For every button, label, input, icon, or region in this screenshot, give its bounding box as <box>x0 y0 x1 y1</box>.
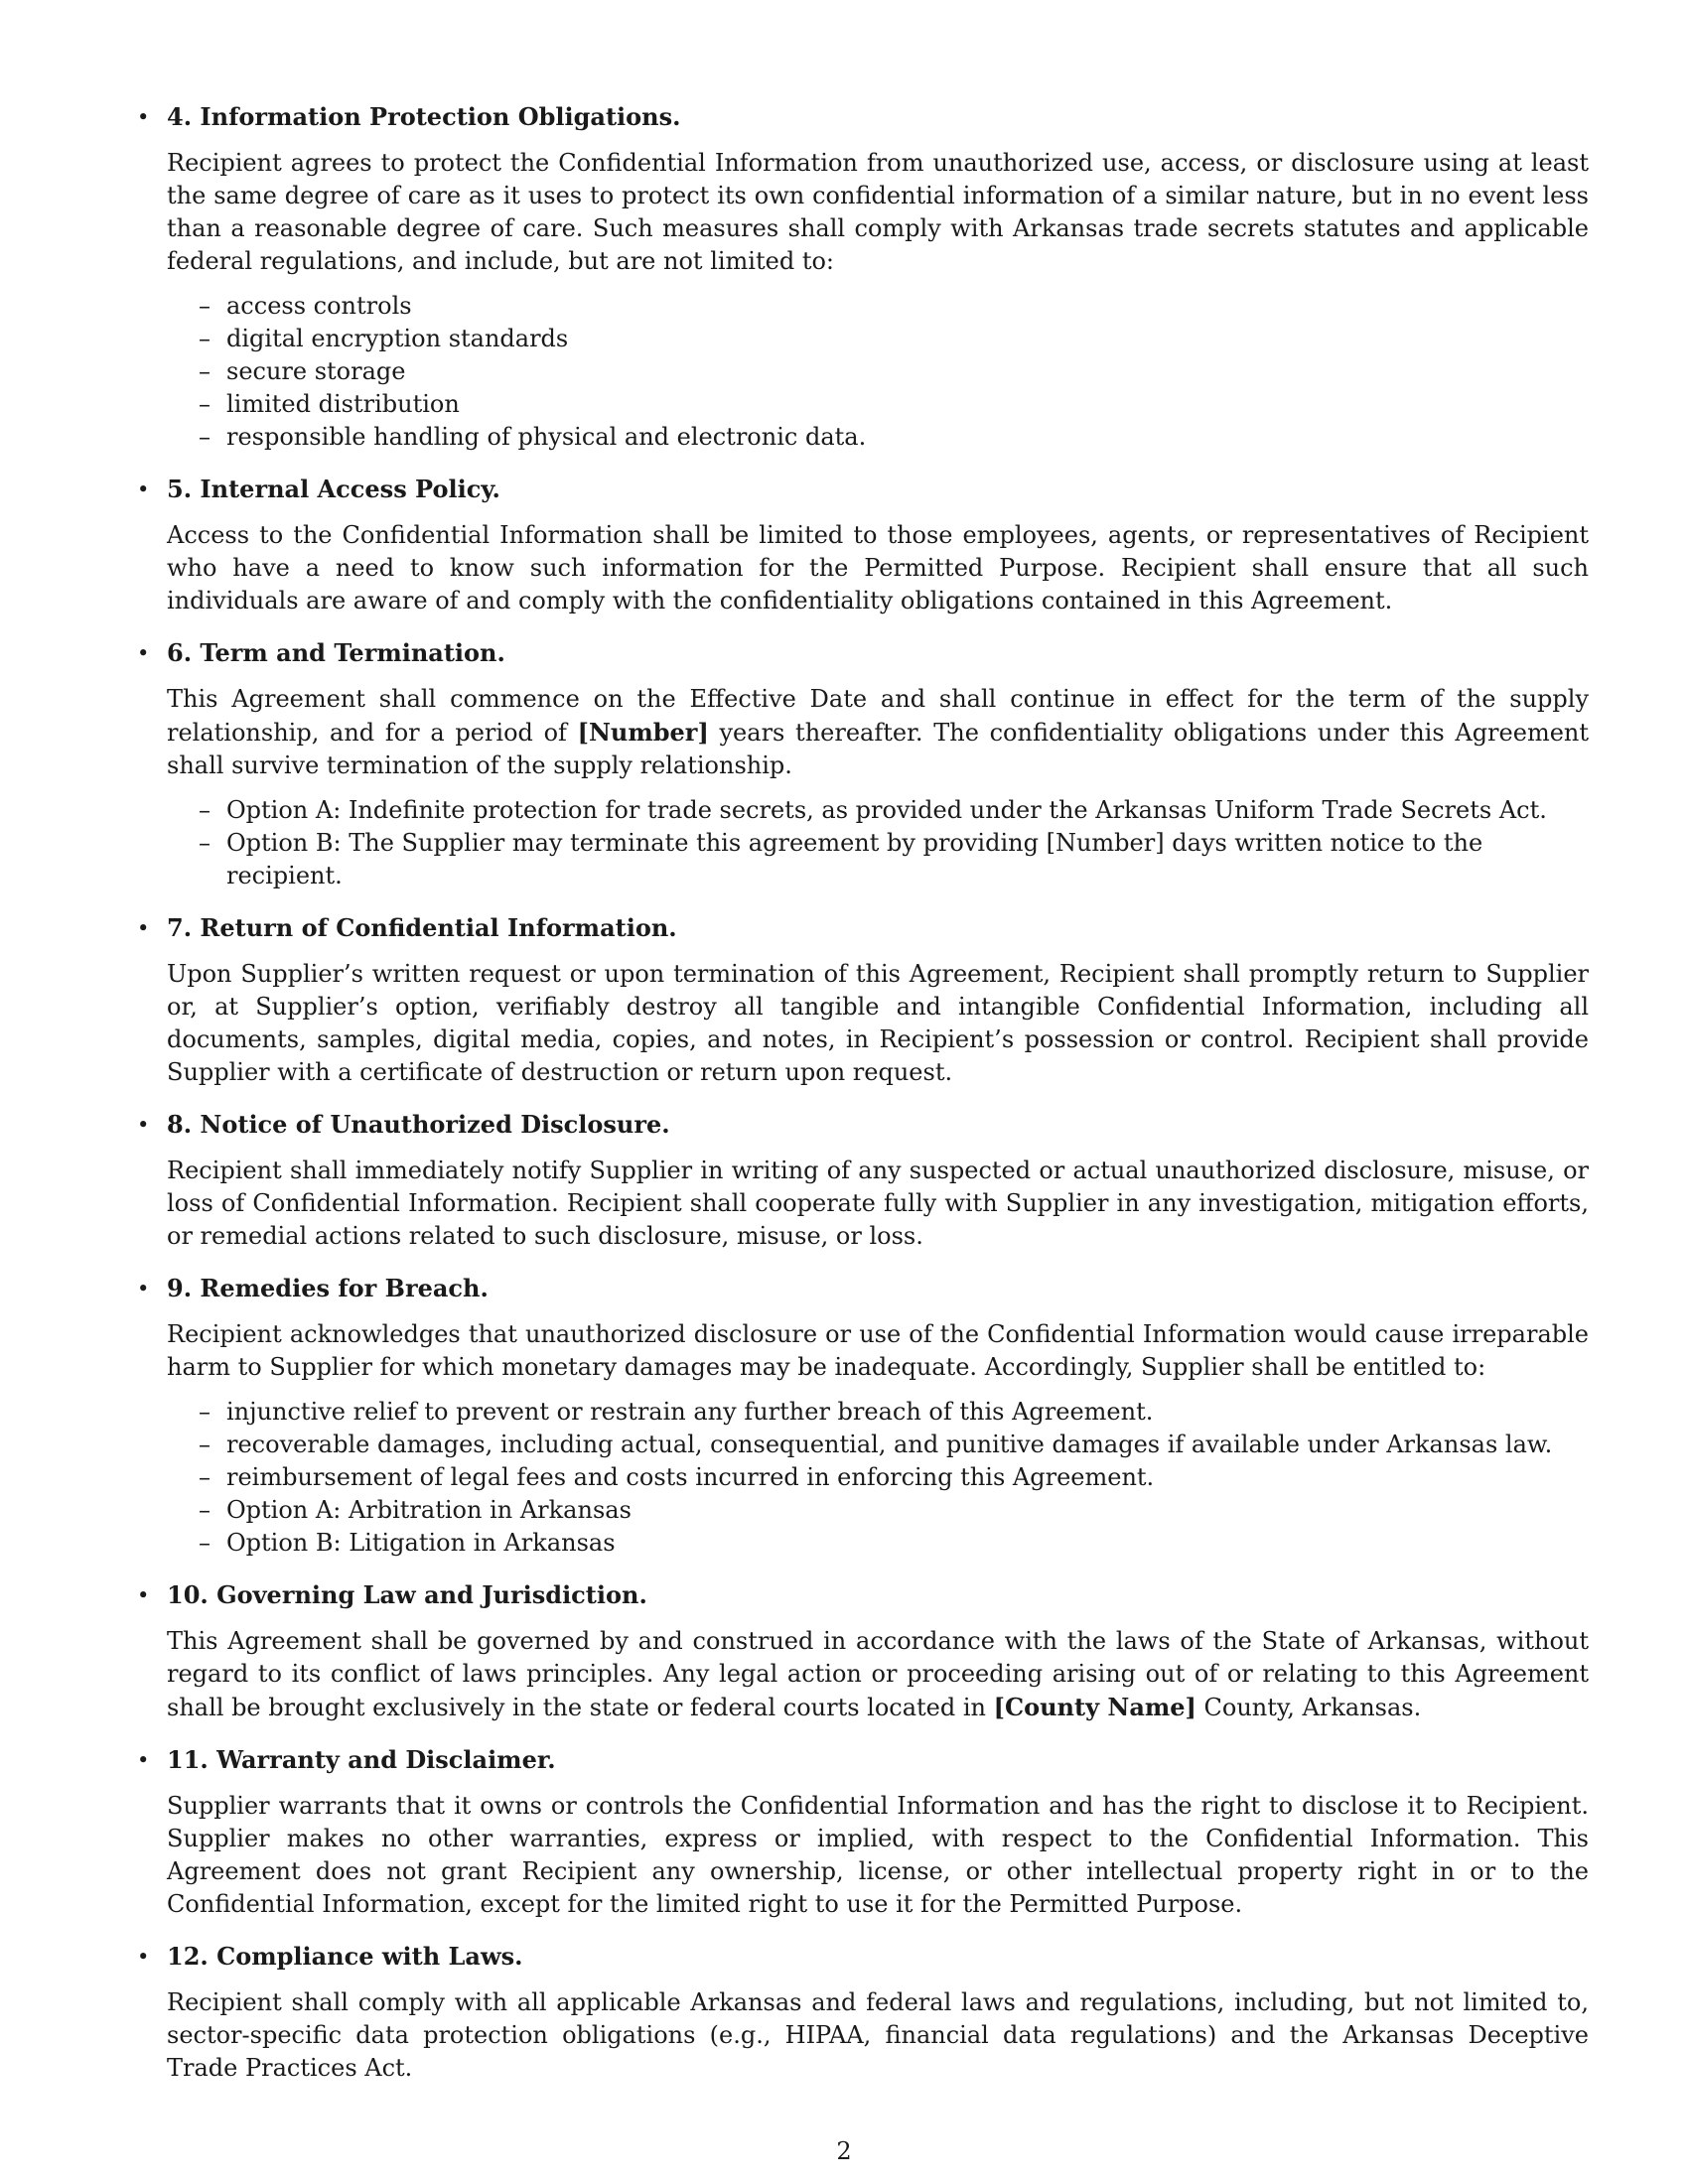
section-heading: 12. Compliance with Laws. <box>167 1942 523 1971</box>
bullet-marker: • <box>137 1277 150 1300</box>
bullet-marker: • <box>137 1583 150 1607</box>
section-item <box>129 1575 1589 1724</box>
list-item: – Option A: Arbitration in Arkansas <box>199 1494 1589 1527</box>
bullet-marker: • <box>137 105 150 129</box>
bullet-marker: • <box>137 1113 150 1137</box>
section-paragraph <box>167 958 1589 1089</box>
sub-list <box>167 794 1589 892</box>
list-item: – digital encryption standards <box>199 323 1589 355</box>
section-paragraph <box>167 1790 1589 1921</box>
paragraph-text: Access to the Confidential Information shall be limited to those employees, agents, or representatives of Recipient who have a need to know such information for the Permitted Purpose. Recipient shall ensure that all such individuals are aware of and comply with the confidentiality obligations contained in this Agreement. <box>167 521 1589 614</box>
list-item: – access controls <box>199 290 1589 323</box>
section-paragraph <box>167 1986 1589 2085</box>
sections-list <box>129 97 1589 2101</box>
paragraph-text: Recipient shall immediately notify Supplier in writing of any suspected or actual unauthorized disclosure, misuse, or loss of Confidential Information. Recipient shall cooperate fully with Supplier in any investigation, mitigation efforts, or remedial actions related to such disclosure, misuse, or loss. <box>167 1157 1589 1250</box>
section-paragraph <box>167 1155 1589 1253</box>
section-item <box>129 908 1589 1089</box>
list-item: – Option B: Litigation in Arkansas <box>199 1527 1589 1560</box>
section-heading: 7. Return of Confidential Information. <box>167 913 677 942</box>
section-item <box>129 97 1589 454</box>
list-item: – reimbursement of legal fees and costs incurred in enforcing this Agreement. <box>199 1461 1589 1494</box>
section-heading: 11. Warranty and Disclaimer. <box>167 1745 556 1774</box>
bullet-marker: • <box>137 916 150 940</box>
list-item: – responsible handling of physical and electronic data. <box>199 421 1589 454</box>
list-item: – recoverable damages, including actual, consequential, and punitive damages if available under Arkansas law. <box>199 1429 1589 1461</box>
bullet-marker: • <box>137 1945 150 1969</box>
section-heading: 6. Term and Termination. <box>167 638 505 667</box>
section-item <box>129 1269 1589 1560</box>
paragraph-text: Recipient acknowledges that unauthorized disclosure or use of the Confidential Information would cause irreparable harm to Supplier for which monetary damages may be inadequate. Accordingly, Supplier shall be entitled to: <box>167 1320 1589 1381</box>
section-paragraph <box>167 147 1589 278</box>
paragraph-text: Recipient agrees to protect the Confidential Information from unauthorized use, access, or disclosure using at least the same degree of care as it uses to protect its own confidential information of a similar nature, but in no event less than a reasonable degree of care. Such measures shall comply with Arkansas trade secrets statutes and applicable federal regulations, and include, but are not limited to: <box>167 149 1589 275</box>
bullet-marker: • <box>137 641 150 665</box>
placeholder-field: [Number] <box>577 718 709 747</box>
list-item: – Option B: The Supplier may terminate this agreement by providing [Number] days written notice to the recipient. <box>199 827 1589 892</box>
section-heading: 10. Governing Law and Jurisdiction. <box>167 1580 647 1609</box>
list-item: – secure storage <box>199 355 1589 388</box>
section-item <box>129 470 1589 617</box>
bullet-marker: • <box>137 1748 150 1772</box>
section-paragraph <box>167 1318 1589 1384</box>
section-item <box>129 633 1589 892</box>
sub-list <box>167 1396 1589 1560</box>
section-paragraph <box>167 519 1589 617</box>
list-item: – limited distribution <box>199 388 1589 421</box>
section-paragraph <box>167 683 1589 782</box>
bullet-marker: • <box>137 478 150 501</box>
section-heading: 9. Remedies for Breach. <box>167 1274 489 1302</box>
sub-list <box>167 290 1589 454</box>
section-paragraph <box>167 1625 1589 1724</box>
paragraph-text: Supplier warrants that it owns or controls the Confidential Information and has the right to disclose it to Recipient. Supplier makes no other warranties, express or implied, with respect to the Confidential Information. This Agreement does not grant Recipient any ownership, license, or other intellectual property right in or to the Confidential Information, except for the limited right to use it for the Permitted Purpose. <box>167 1792 1589 1918</box>
section-heading: 5. Internal Access Policy. <box>167 475 500 503</box>
list-item: – Option A: Indefinite protection for trade secrets, as provided under the Arkansas Uniform Trade Secrets Act. <box>199 794 1589 827</box>
section-item <box>129 1105 1589 1253</box>
section-heading: 4. Information Protection Obligations. <box>167 102 681 131</box>
placeholder-field: [County Name] <box>993 1693 1196 1721</box>
paragraph-text: Recipient shall comply with all applicable Arkansas and federal laws and regulations, including, but not limited to, sector-specific data protection obligations (e.g., HIPAA, financial data regulations) and the Arkansas Deceptive Trade Practices Act. <box>167 1988 1589 2082</box>
section-item <box>129 1937 1589 2085</box>
paragraph-text: This Agreement shall be governed by and construed in accordance with the laws of the State of Arkansas, without regard to its conflict of laws principles. Any legal action or proceeding arising out of or relating to this Agreement shall be brought exclusively in the state or federal courts located in <box>167 1627 1589 1721</box>
section-item <box>129 1740 1589 1921</box>
paragraph-text: Upon Supplier’s written request or upon termination of this Agreement, Recipient shall promptly return to Supplier or, at Supplier’s option, verifiably destroy all tangible and intangible Confidential Information, including all documents, samples, digital media, copies, and notes, in Recipient’s possession or control. Recipient shall provide Supplier with a certificate of destruction or return upon request. <box>167 960 1589 1086</box>
list-item: – injunctive relief to prevent or restrain any further breach of this Agreement. <box>199 1396 1589 1429</box>
section-heading: 8. Notice of Unauthorized Disclosure. <box>167 1110 670 1139</box>
paragraph-text: years thereafter. The confidentiality obligations under this Agreement shall survive termination of the supply relationship. <box>167 719 1590 779</box>
paragraph-text: This Agreement shall commence on the Effective Date and shall continue in effect for the term of the supply relationship, and for a period of <box>167 685 1589 747</box>
paragraph-text: County, Arkansas. <box>1196 1694 1422 1721</box>
page-number: 2 <box>836 2137 852 2165</box>
